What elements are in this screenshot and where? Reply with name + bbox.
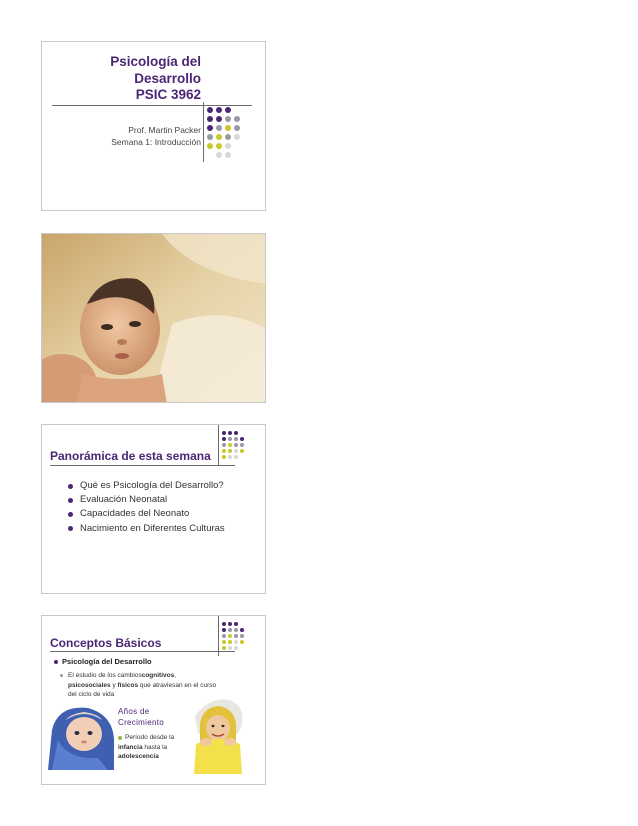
dot <box>240 437 244 441</box>
dot <box>216 116 222 122</box>
list-item-text: Qué es Psicología del Desarrollo? <box>80 480 224 491</box>
dot <box>234 634 238 638</box>
dot <box>222 646 226 650</box>
period-line-3 <box>118 752 198 762</box>
dot <box>216 107 222 113</box>
years-of-growth <box>118 706 164 728</box>
dot <box>225 134 231 140</box>
definition-line-2 <box>60 681 260 691</box>
professor-name: Prof. Martin Packer <box>128 125 201 135</box>
dot <box>222 431 226 435</box>
definition-line-3: del ciclo de vida <box>68 691 115 698</box>
bullet-list <box>68 479 225 536</box>
definition-bold: cognitivos <box>141 672 175 679</box>
definition-bold: psicosociales <box>68 681 111 689</box>
title-line-1: Psicología del <box>110 54 201 69</box>
sub-bullet-dot <box>60 674 63 677</box>
main-bullet <box>54 657 152 666</box>
slide-baby-photo <box>41 233 266 403</box>
dot <box>225 143 231 149</box>
dot <box>216 152 222 158</box>
definition-text-part: , <box>174 672 177 679</box>
dot <box>240 455 244 459</box>
dot <box>222 443 226 447</box>
dot <box>207 107 213 113</box>
dot <box>234 143 240 149</box>
dot <box>234 431 238 435</box>
decorative-dots <box>222 431 244 459</box>
list-item <box>68 507 225 521</box>
presentation-title <box>51 54 201 104</box>
dot <box>234 107 240 113</box>
period-line-1 <box>118 733 198 743</box>
list-item <box>68 522 225 536</box>
period-bold: infancia <box>118 743 143 751</box>
subtitle <box>41 124 201 148</box>
dot <box>228 646 232 650</box>
dot <box>240 443 244 447</box>
period-text-part: hasta la <box>142 743 168 751</box>
title-line-2: Desarrollo <box>134 70 201 86</box>
definition-text-part: y <box>110 681 118 689</box>
dot <box>234 646 238 650</box>
dot <box>228 628 232 632</box>
dot <box>240 640 244 644</box>
dot <box>225 152 231 158</box>
dot <box>228 437 232 441</box>
dot <box>234 443 238 447</box>
dot <box>207 152 213 158</box>
heading-underline <box>50 465 235 466</box>
period-bold: adolescencia <box>118 753 159 760</box>
dot <box>234 628 238 632</box>
period-text <box>118 733 198 762</box>
dot <box>234 152 240 158</box>
dot <box>228 455 232 459</box>
list-item-text: Evaluación Neonatal <box>80 494 168 506</box>
list-item <box>68 479 225 493</box>
dot <box>240 634 244 638</box>
title-divider <box>52 105 252 106</box>
dot <box>225 116 231 122</box>
dot <box>222 455 226 459</box>
dot <box>234 134 240 140</box>
bullet-dot <box>68 498 73 503</box>
dot <box>207 143 213 149</box>
bullet-dot <box>68 512 73 517</box>
dot <box>207 125 213 131</box>
slide-overview <box>41 424 266 594</box>
dot <box>216 134 222 140</box>
slide-heading: Conceptos Básicos <box>50 636 162 650</box>
years-line-2: Crecimiento <box>118 718 164 727</box>
slide-heading: Panorámica de esta semana <box>50 449 211 463</box>
dot <box>222 437 226 441</box>
dot <box>228 640 232 644</box>
dot <box>222 628 226 632</box>
newborn-photo <box>42 234 266 403</box>
dot <box>207 134 213 140</box>
dot <box>234 640 238 644</box>
dot <box>222 640 226 644</box>
decorative-dots <box>207 107 240 158</box>
dot <box>228 634 232 638</box>
dot <box>234 125 240 131</box>
definition-line-1 <box>60 671 260 681</box>
vertical-divider <box>203 102 204 162</box>
dot <box>222 622 226 626</box>
slide-title <box>41 41 266 211</box>
list-item <box>68 493 225 507</box>
teen-girl-photo <box>190 694 245 774</box>
definition-text-part: que atraviesan en el curso <box>138 681 217 689</box>
dot <box>225 125 231 131</box>
dot <box>234 455 238 459</box>
main-bullet-text: Psicología del Desarrollo <box>62 657 152 666</box>
dot <box>222 449 226 453</box>
list-item-text: Nacimiento en Diferentes Culturas <box>80 522 225 534</box>
slide-basic-concepts <box>41 615 266 785</box>
dot <box>216 143 222 149</box>
week-label: Semana 1: Introducción <box>111 137 201 147</box>
vertical-divider <box>218 425 219 465</box>
dot <box>222 634 226 638</box>
dot <box>234 622 238 626</box>
dot <box>240 622 244 626</box>
baby-in-towel-photo <box>48 700 118 770</box>
decorative-dots <box>222 622 244 650</box>
dot <box>240 431 244 435</box>
dot <box>240 449 244 453</box>
dot <box>216 125 222 131</box>
dot <box>234 116 240 122</box>
period-text-part: Período desde la <box>125 734 175 741</box>
bullet-dot <box>68 526 73 531</box>
dot <box>234 437 238 441</box>
vertical-divider <box>218 616 219 656</box>
sub-bullet-dot <box>118 736 122 740</box>
period-line-2 <box>118 743 198 753</box>
dot <box>225 107 231 113</box>
list-item-text: Capacidades del Neonato <box>80 508 190 520</box>
definition-bold: físicos <box>117 681 139 689</box>
dot <box>207 116 213 122</box>
definition-text-part: El estudio de los cambios <box>68 672 142 679</box>
years-line-1: Años de <box>118 707 150 716</box>
title-line-3: PSIC 3962 <box>135 87 201 102</box>
bullet-dot <box>54 660 58 664</box>
dot <box>228 622 232 626</box>
heading-underline <box>50 651 235 652</box>
dot <box>228 431 232 435</box>
dot <box>228 449 232 453</box>
dot <box>240 628 244 632</box>
dot <box>240 646 244 650</box>
dot <box>228 443 232 447</box>
bullet-dot <box>68 484 73 489</box>
dot <box>234 449 238 453</box>
